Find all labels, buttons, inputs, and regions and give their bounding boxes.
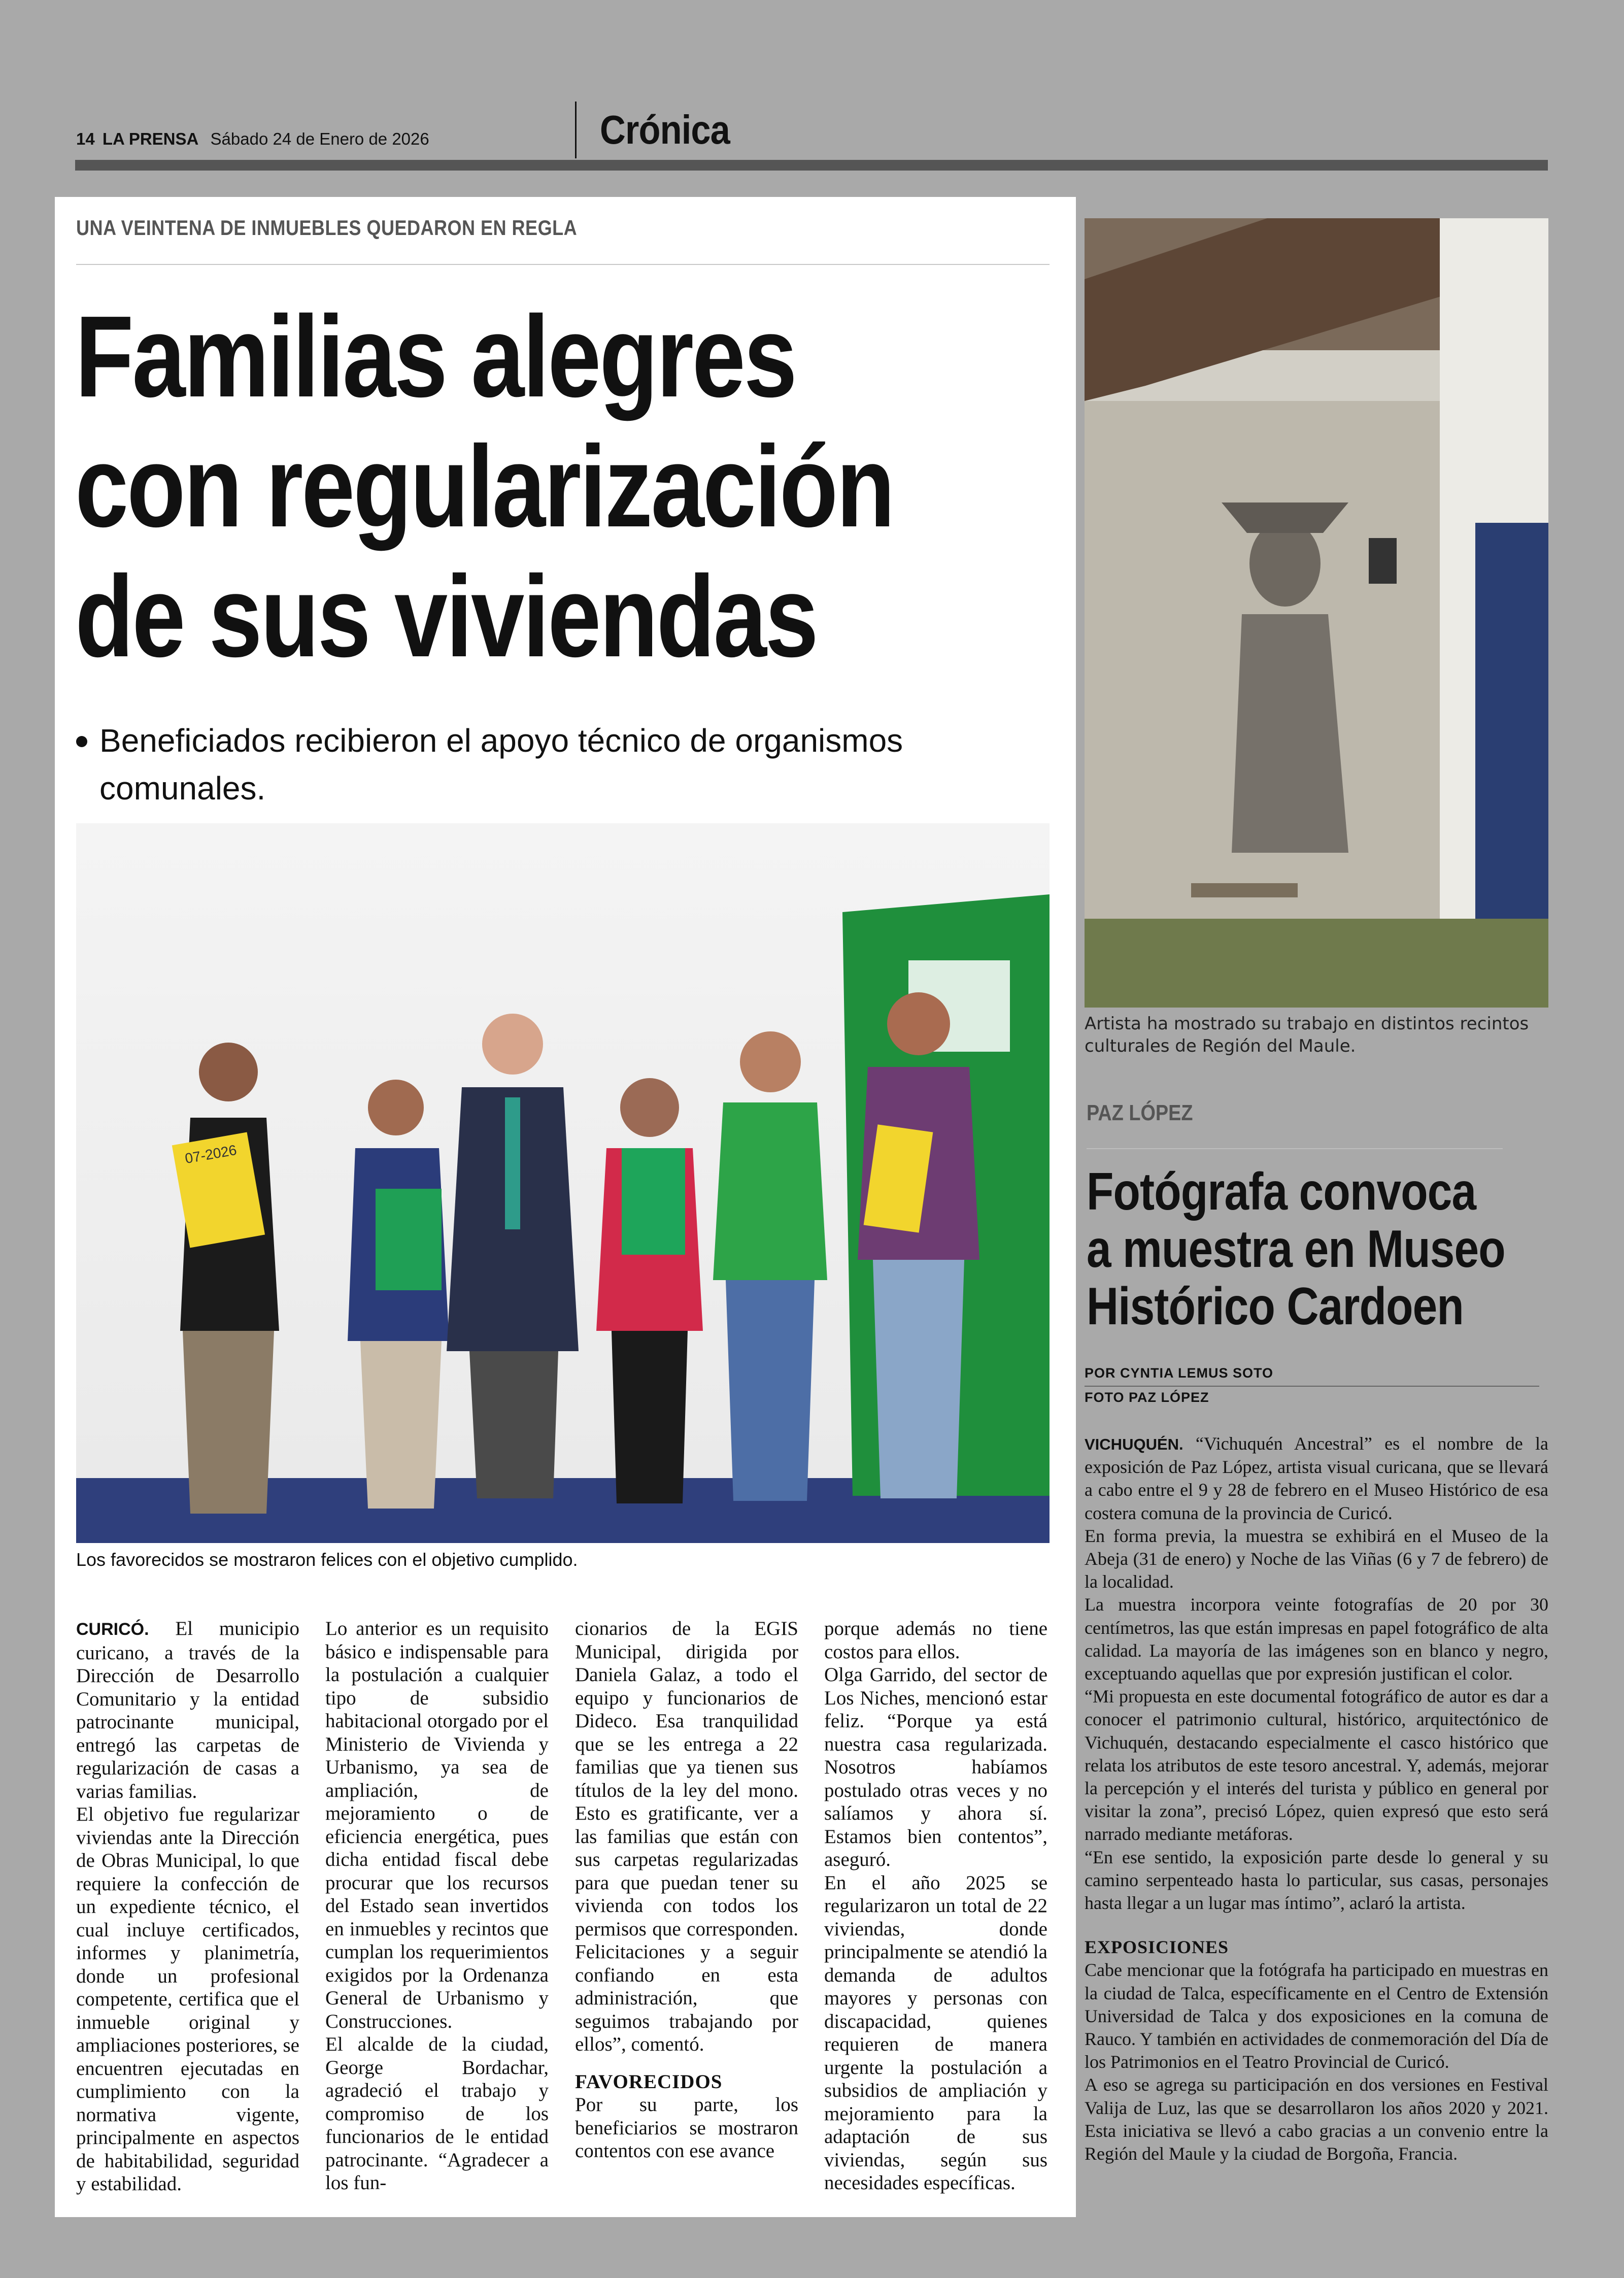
paragraph: El municipio curicano, a través de la Dirección de Desarrollo Comunitario y la entidad patrocinante municipal, entregó las carpetas de regularización de casas a varias familias. bbox=[76, 1618, 299, 1802]
side-article-body bbox=[1085, 1432, 1548, 2165]
paragraph: “Vichuquén Ancestral” es el nombre de la exposición de Paz López, artista visual curicana, que se llevará a cabo entre el 9 y 28 de febrero en el Museo Histórico de esa costera comuna de la provincia de Curicó. bbox=[1085, 1433, 1548, 1523]
publication-date: Sábado 24 de Enero de 2026 bbox=[210, 129, 429, 148]
dateline: CURICÓ. bbox=[76, 1620, 149, 1639]
main-article-photo bbox=[76, 823, 1050, 1543]
headline-line: Histórico Cardoen bbox=[1087, 1277, 1464, 1336]
body-column-2 bbox=[325, 1617, 549, 2195]
paragraph: Por su parte, los beneficiarios se mostraron contentos con ese avance bbox=[575, 2094, 798, 2162]
group-photo-illustration bbox=[76, 823, 1050, 1543]
headline-line: con regularización bbox=[75, 422, 894, 551]
paragraph: Olga Garrido, del sector de Los Niches, mencionó estar feliz. “Porque ya está nuestra casa regularizada. Nosotros habíamos postulado otras veces y no salíamos y ahora sí. Estamos bien contentos”, aseguró. bbox=[824, 1664, 1047, 1870]
page-header-info bbox=[76, 129, 429, 149]
header-divider bbox=[575, 102, 577, 158]
header-rule bbox=[75, 160, 1548, 171]
article-kicker: UNA VEINTENA DE INMUEBLES QUEDARON EN REGLA bbox=[76, 216, 578, 240]
paragraph: En forma previa, la muestra se exhibirá en el Museo de la Abeja (31 de enero) y Noche de las Viñas (6 y 7 de febrero) de la localidad. bbox=[1085, 1525, 1548, 1592]
side-photo-caption: Artista ha mostrado su trabajo en distintos recintos culturales de Región del Maule. bbox=[1085, 1014, 1529, 1056]
headline-line: Fotógrafa convoca bbox=[1087, 1162, 1476, 1221]
body-column-4 bbox=[824, 1617, 1047, 2195]
kicker-rule bbox=[76, 264, 1050, 265]
side-kicker-rule bbox=[1087, 1148, 1503, 1149]
article-subheadline: Beneficiados recibieron el apoyo técnico de organismos comunales. bbox=[99, 722, 903, 807]
paragraph: En el año 2025 se regularizaron un total de 22 viviendas, donde principalmente se atendió la demanda de adultos mayores y personas con discapacidad, quienes requieren de manera urgente la postulación a subsidios de ampliación y mejoramiento para la adaptación de sus viviendas, según sus necesidades específicas. bbox=[824, 1871, 1047, 2194]
section-subheading: FAVORECIDOS bbox=[575, 2070, 723, 2093]
paragraph: La muestra incorpora veinte fotografías de 20 por 30 centímetros, las que están impresas en papel fotográfico de alta calidad. La mayoría de las imágenes son en blanco y negro, exceptuando aquellas que por expresión justifican el color. bbox=[1085, 1594, 1548, 1684]
paragraph: A eso se agrega su participación en dos versiones en Festival Valija de Luz, las que se desarrollaron los años 2020 y 2021. Esta iniciativa se llevó a cabo gracias a un convenio entre la Región del Maule y la ciudad de Borgoña, Francia. bbox=[1085, 2074, 1548, 2164]
section-title: Crónica bbox=[600, 107, 730, 152]
paragraph: “Mi propuesta en este documental fotográfico de autor es dar a conocer el patrimonio cultural, histórico, arquitectónico de Vichuquén, destacando especialmente el casco histórico que relata los atributos de este tesoro ancestral. Y, además, mejorar la percepción y el interés del turista y público en general por visitar la zona”, precisó López, quien expresó que esto será narrado mediante metáforas. bbox=[1085, 1686, 1548, 1845]
paragraph: El objetivo fue regularizar viviendas ante la Dirección de Obras Municipal, lo que requiere la confección de un expediente técnico, el cual incluye certificados, informes y planimetría, donde un profesional competente, certifica que el inmueble original y ampliaciones posteriores, se encuentren ejecutadas en cumplimiento con la normativa vigente, principalmente en aspectos de habitabilidad, seguridad y estabilidad. bbox=[76, 1803, 299, 2195]
page-number: 14 bbox=[76, 129, 95, 148]
article-author: POR CYNTIA LEMUS SOTO bbox=[1085, 1365, 1274, 1381]
mural-photo-illustration bbox=[1085, 218, 1548, 1008]
side-article-kicker: PAZ LÓPEZ bbox=[1087, 1100, 1193, 1125]
paragraph: porque además no tiene costos para ellos. bbox=[824, 1618, 1047, 1663]
side-article-headline bbox=[1087, 1163, 1555, 1335]
dateline: VICHUQUÉN. bbox=[1085, 1435, 1183, 1453]
folder-label: 07-2026 bbox=[184, 1142, 238, 1167]
paragraph: Lo anterior es un requisito básico e indispensable para la postulación a cualquier tipo de subsidio habitacional otorgado por el Ministerio de Vivienda y Urbanismo, ya sea de ampliación, de mejoramiento o de eficiencia energética, pues dicha entidad fiscal debe procurar que los recursos del Estado sean invertidos en inmuebles y recintos que cumplan los requerimientos exigidos por la Ordenanza General de Urbanismo y Construcciones. bbox=[325, 1618, 549, 2032]
paragraph: Cabe mencionar que la fotógrafa ha participado en muestras en la ciudad de Talca, específicamente en el Centro de Extensión Universidad de Talca y dos exposiciones en la comuna de Rauco. Y también en actividades de conmemoración del Día de los Patrimonios en el Teatro Provincial de Curicó. bbox=[1085, 1960, 1548, 2072]
main-photo-caption: Los favorecidos se mostraron felices con el objetivo cumplido. bbox=[76, 1549, 578, 1570]
body-column-1 bbox=[76, 1617, 299, 2196]
headline-line: de sus viviendas bbox=[75, 552, 817, 681]
author-rule bbox=[1085, 1386, 1539, 1387]
body-column-3 bbox=[575, 1617, 798, 2163]
photo-credit: FOTO PAZ LÓPEZ bbox=[1085, 1390, 1209, 1405]
paragraph: El alcalde de la ciudad, George Bordachar, agradeció el trabajo y compromiso de los funcionarios de le entidad patrocinante. “Agradecer a los fun- bbox=[325, 2033, 549, 2194]
paragraph: “En ese sentido, la exposición parte desde lo general y su camino serpenteado hasta lo particular, sus casas, personajes hasta llegar a un lugar mas íntimo”, aclaró la artista. bbox=[1085, 1847, 1548, 1914]
paragraph: cionarios de la EGIS Municipal, dirigida por Daniela Galaz, a todo el equipo y funcionarios de Dideco. Esa tranquilidad que se les entrega a 22 familias que ya tienen sus títulos de la ley del mono. Esto es gratificante, ver a las familias que están con sus carpetas regularizadas para que puedan tener su vivienda con todos los permisos que corresponden. Felicitaciones y a seguir confiando en esta administración, que seguimos trabajando por ellos”, comentó. bbox=[575, 1618, 798, 2055]
section-subheading: EXPOSICIONES bbox=[1085, 1937, 1229, 1958]
headline-line: Familias alegres bbox=[75, 292, 796, 421]
headline-line: a muestra en Museo bbox=[1087, 1220, 1505, 1279]
publication-name: LA PRENSA bbox=[102, 129, 199, 148]
bullet-icon bbox=[76, 736, 87, 747]
side-article-photo bbox=[1085, 218, 1548, 1008]
article-headline bbox=[75, 292, 1044, 682]
